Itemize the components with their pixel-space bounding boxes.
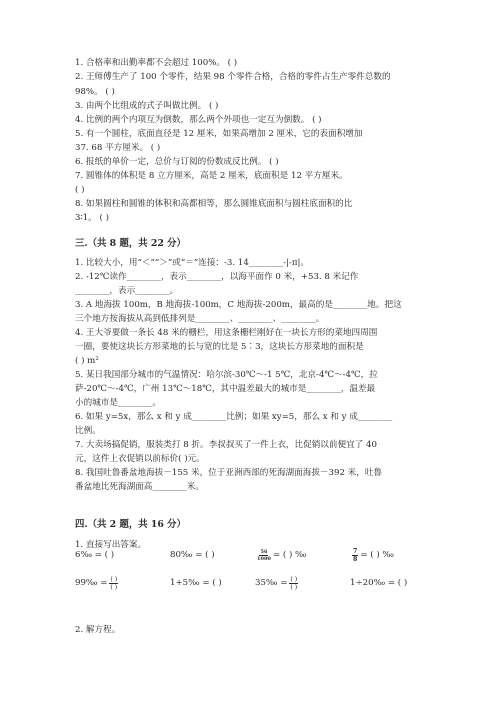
calc-item: 99‰ = $\frac{( )}{( )}$: [75, 575, 118, 591]
calc-row-2: [75, 573, 435, 593]
fill-blank-line: 一圈，要使这块长方形菜地的长与宽的比是 5∶3，这块长方形菜地的面积是: [75, 342, 364, 352]
judgement-line: 2. 王师傅生产了 100 个零件，结果 98 个零件合格，合格的零件占生产零件总数的: [75, 72, 391, 82]
section4-heading: 四.（共 2 题，共 16 分）: [75, 519, 186, 530]
fill-blank-line: 萨-20℃～-4℃，广州 13℃～18℃，其中温差最大的城市是________，温差最: [75, 384, 376, 394]
fraction: $\frac{( )}{( )}$: [290, 575, 298, 591]
judgement-line: ( ): [75, 185, 85, 195]
fraction: $\frac{7}{8}$: [353, 547, 358, 563]
fill-blank-line: 1. 比较大小，用“＜”“＞”或“＝”连接：-3. 14________-|-π|。: [75, 258, 309, 268]
calc-item: 6‰ = ( ): [75, 550, 115, 560]
fill-blank-line: 2. -12℃读作________，表示________，以海平面作 0 米，+53. 8 米记作: [75, 272, 359, 282]
fill-blank-line: 7. 大卖场搞促销，服装类打 8 折。李叔叔买了一件上衣，比促销以前便宜了 40: [75, 440, 377, 450]
judgement-line: 6. 报纸的单价一定，总价与订阅的份数成反比例。 ( ): [75, 157, 279, 167]
fill-blank-line: 4. 王大爷要做一条长 48 米的栅栏，用这条栅栏刚好在一块长方形的菜地四周围: [75, 328, 378, 338]
judgement-line: 7. 圆锥体的体积是 8 立方厘米，高是 2 厘米，底面积是 12 平方厘米。: [75, 171, 348, 181]
fill-blank-line: 元，这件上衣促销以前标价( )元。: [75, 454, 205, 464]
question-solve-equation: 2. 解方程。: [75, 625, 121, 635]
fill-blank-line: 5. 某日我国部分城市的气温情况：哈尔滨-30℃～-1 5℃，北京-4℃～-4℃，拉: [75, 370, 378, 380]
calc-item: 1÷20‰ = ( ): [350, 578, 408, 588]
judgement-line: 3∶1。 ( ): [75, 213, 109, 223]
calc-item: 80‰ = ( ): [170, 550, 215, 560]
fill-blank-line: 小的城市是________。: [75, 398, 161, 408]
judgement-line: 8. 如果圆柱和圆锥的体积和高都相等，那么圆锥底面积与圆柱底面积的比: [75, 199, 353, 209]
calc-row-1: [75, 545, 435, 565]
fraction: $\frac{56}{1000}$: [257, 548, 271, 562]
fraction: $\frac{( )}{( )}$: [110, 575, 118, 591]
calc-item: $\frac{56}{1000}$ = ( ) ‰: [257, 548, 307, 562]
fill-blank-line: ( ) m²: [75, 356, 99, 366]
calc-item: 35‰ = $\frac{( )}{( )}$: [255, 575, 298, 591]
section3-heading: 三.（共 8 题，共 22 分）: [75, 238, 186, 249]
fill-blank-line: 比例。: [75, 426, 101, 436]
fill-blank-line: 3. A 地海拔 100m，B 地海拔-100m，C 地海拔-200m，最高的是________地。把这: [75, 300, 402, 310]
calc-item: $\frac{7}{8}$ = ( ) ‰: [353, 547, 394, 563]
judgement-line: 37. 68 平方厘米。 ( ): [75, 143, 161, 153]
judgement-line: 3. 由两个比组成的式子叫做比例。 ( ): [75, 101, 219, 111]
fill-blank-line: 番盆地比死海湖面高________米。: [75, 482, 204, 492]
fill-blank-line: 8. 我国吐鲁番盆地海拔－155 米，位于亚洲西部的死海湖面海拔－392 米，吐鲁: [75, 468, 383, 478]
judgement-line: 5. 有一个圆柱，底面直径是 12 厘米，如果高增加 2 厘米，它的表面积增加: [75, 129, 363, 139]
judgement-line: 98%。 ( ): [75, 87, 115, 97]
fill-blank-line: 三个地方按海拔从高到低排列是________、________、________。: [75, 314, 325, 324]
fill-blank-line: 6. 如果 y=5x，那么 x 和 y 成________比例；如果 xy=5，那么 x 和 y 成________: [75, 412, 393, 422]
fill-blank-line: ________，表示________。: [75, 286, 179, 296]
judgement-line: 4. 比例的两个内项互为倒数，那么两个外项也一定互为倒数。 ( ): [75, 115, 322, 125]
question-direct-answer: 1. 直接写出答案。: [75, 540, 147, 550]
judgement-line: 1. 合格率和出勤率都不会超过 100%。 ( ): [75, 58, 238, 68]
calc-item: 1+5‰ = ( ): [170, 578, 222, 588]
